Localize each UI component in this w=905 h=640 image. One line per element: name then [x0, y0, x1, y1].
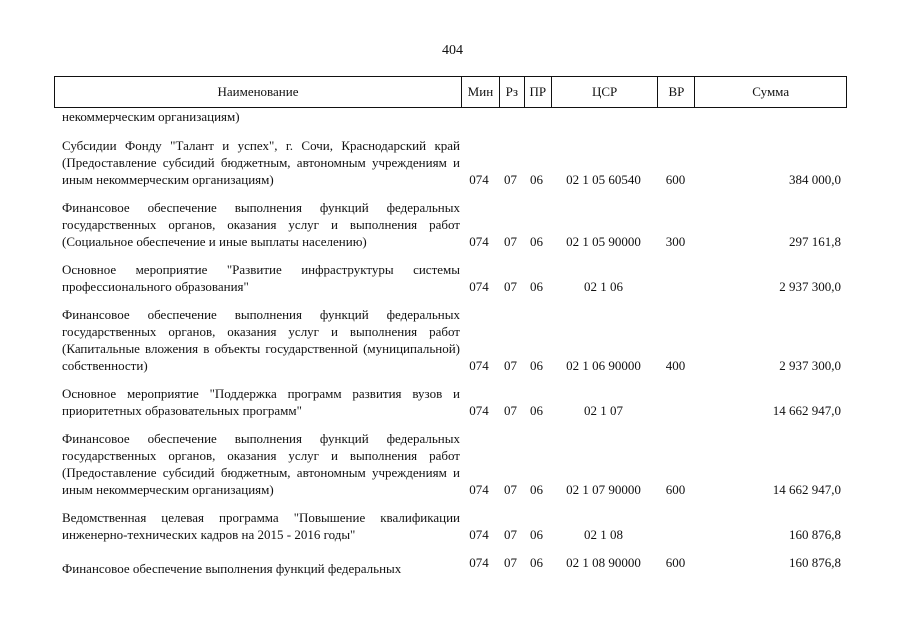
- row-rz: 07: [504, 172, 517, 187]
- row-name: Ведомственная целевая программа "Повышение квалификации инженерно-технических кадров на 2015 - 2016 годы": [62, 510, 460, 542]
- row-rz: 07: [504, 234, 517, 249]
- row-pr: 06: [530, 279, 543, 294]
- row-min: 074: [469, 527, 489, 542]
- table-row: [54, 385, 847, 419]
- row-name: Основное мероприятие "Развитие инфраструктуры системы профессионального образования": [62, 262, 460, 294]
- row-csr: 02 1 06: [584, 279, 623, 294]
- row-min: 074: [469, 279, 489, 294]
- row-csr: 02 1 07: [584, 403, 623, 418]
- row-csr: 02 1 07 90000: [566, 482, 641, 497]
- page-number: 404: [442, 43, 463, 58]
- table-row: [54, 137, 847, 188]
- row-rz: 07: [504, 403, 517, 418]
- table-row: [54, 261, 847, 295]
- row-sum: 2 937 300,0: [779, 358, 841, 373]
- table-header: [54, 76, 847, 108]
- row-rz: 07: [504, 527, 517, 542]
- table-row: [54, 199, 847, 250]
- header-sum: Сумма: [752, 84, 790, 99]
- table-row: [54, 430, 847, 498]
- header-csr: ЦСР: [552, 77, 659, 107]
- row-pr: 06: [530, 172, 543, 187]
- row-vr: 300: [665, 234, 686, 249]
- row-name: Финансовое обеспечение выполнения функций федеральных: [62, 561, 402, 576]
- row-min: 074: [469, 234, 489, 249]
- row-csr: 02 1 08: [584, 527, 623, 542]
- row-min: 074: [469, 555, 489, 570]
- row-name: некоммерческим организациям): [62, 109, 240, 124]
- row-min: 074: [469, 172, 489, 187]
- header-pr: ПР: [525, 77, 552, 107]
- row-vr: 600: [665, 172, 686, 187]
- row-rz: 07: [504, 482, 517, 497]
- row-csr: 02 1 06 90000: [566, 358, 641, 373]
- table-row: [54, 509, 847, 543]
- row-name: Субсидии Фонду "Талант и успех", г. Сочи, Краснодарский край (Предоставление субсидий бюджетным, автономным учреждениям и иным некоммерческим организациям): [62, 138, 460, 187]
- row-rz: 07: [504, 555, 517, 570]
- row-rz: 07: [504, 358, 517, 373]
- row-sum: 384 000,0: [789, 172, 841, 187]
- row-csr: 02 1 05 60540: [566, 172, 641, 187]
- table-row: [54, 554, 847, 577]
- row-vr: 600: [665, 482, 686, 497]
- row-name: Финансовое обеспечение выполнения функций федеральных государственных органов, оказания услуг и выполнения работ (Капитальные вложения в объекты государственной (муниципальной) собственности): [62, 307, 460, 373]
- row-csr: 02 1 08 90000: [566, 555, 641, 570]
- row-sum: 160 876,8: [789, 555, 841, 570]
- row-sum: 2 937 300,0: [779, 279, 841, 294]
- row-vr: 400: [665, 358, 686, 373]
- header-name: Наименование: [55, 77, 462, 107]
- row-vr: 600: [665, 555, 686, 570]
- row-sum: 14 662 947,0: [772, 403, 841, 418]
- row-sum: 14 662 947,0: [772, 482, 841, 497]
- header-min: Мин: [462, 77, 500, 107]
- row-sum: 297 161,8: [789, 234, 841, 249]
- header-rz: Рз: [500, 77, 525, 107]
- row-pr: 06: [530, 358, 543, 373]
- row-pr: 06: [530, 555, 543, 570]
- row-csr: 02 1 05 90000: [566, 234, 641, 249]
- row-pr: 06: [530, 482, 543, 497]
- table-row-continuation: [54, 108, 847, 125]
- row-pr: 06: [530, 527, 543, 542]
- row-name: Финансовое обеспечение выполнения функций федеральных государственных органов, оказания услуг и выполнения работ (Социальное обеспечение и иные выплаты населению): [62, 200, 460, 249]
- row-pr: 06: [530, 234, 543, 249]
- row-min: 074: [469, 403, 489, 418]
- row-name: Основное мероприятие "Поддержка программ развития вузов и приоритетных образовательных программ": [62, 386, 460, 418]
- row-rz: 07: [504, 279, 517, 294]
- table-body: [54, 108, 847, 577]
- row-min: 074: [469, 358, 489, 373]
- row-pr: 06: [530, 403, 543, 418]
- row-sum: 160 876,8: [789, 527, 841, 542]
- table-row: [54, 306, 847, 374]
- row-name: Финансовое обеспечение выполнения функций федеральных государственных органов, оказания услуг и выполнения работ (Предоставление субсидий бюджетным, автономным учреждениям и иным некоммерческим организациям): [62, 431, 460, 497]
- row-min: 074: [469, 482, 489, 497]
- header-vr: ВР: [658, 77, 695, 107]
